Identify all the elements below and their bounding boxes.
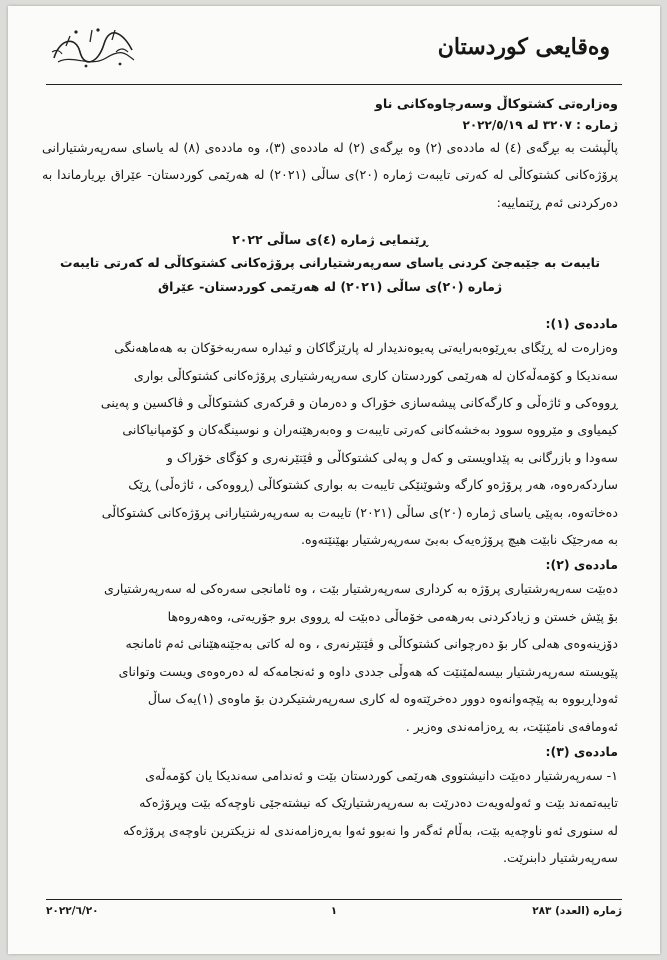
gazette-calligraphy-logo: [46, 24, 138, 76]
article-line: سەرپەرشتیار دابنرێت.: [502, 850, 618, 866]
article-line: بە مەرجێک نابێت هیچ پرۆژەیەک بەبێ سەرپەرشتیار بهێنێتەوە.: [300, 532, 618, 548]
document-body: [42, 92, 618, 872]
article-line: ئەومافەی نامێنێت، بە ڕەزامەندی وەزیر .: [405, 718, 618, 734]
masthead: [8, 6, 660, 92]
ministry-name: وەزارەتی کشتوکاڵ وسەرچاوەکانی ناو: [374, 97, 618, 112]
article-line: دەخاتەوە، بەپێی یاسای ژمارە (٢٠)ی ساڵی (٢٠٢١) تایبەت بە سەرپەرشتیارانی پرۆژەکانی کشتوکاڵی: [101, 504, 618, 520]
article-line: ١- سەرپەرشتیار دەبێت دانیشتووی هەرێمی کوردستان بێت و ئەندامی سەندیکا یان کۆمەڵەی: [145, 767, 618, 783]
preamble: پاڵپشت بە بڕگەی (٤) لە ماددەی (٢) وە بڕگەی (٢) لە ماددەی (٣)، وە ماددەی (٨) لە یاسای سەرپەرشتیارانی پرۆژەکانی کشتوکاڵی لە کەرتی تایبەت ژمارە (٢٠)ی ساڵی (٢٠٢١) لە هەرێمی کوردستان- عێراق بڕیارماندا بە دەرکردنی ئەم ڕێنماییە:: [42, 140, 619, 210]
article-line: بۆ پێش خستن و زیادکردنی بەرهەمی خۆماڵی دەبێت لە ڕووی برو جۆریەتی، وەهەروەها: [167, 608, 618, 624]
article-line: وەزارەت لە ڕێگای بەڕێوەبەرایەتی پەیوەندیدار لە پارێزگاکان و ئیدارە سەربەخۆکان بە هەماهەنگی: [114, 340, 618, 356]
article-body: [42, 575, 618, 739]
instruction-subject: تایبەت بە جێبەجێ کردنی یاسای سەرپەرشتیارانی پرۆژەکانی کشتوکاڵی لە کەرتی تایبەت: [59, 255, 601, 271]
article-heading: ماددەی (٣):: [545, 743, 618, 759]
article-line: ساردکەرەوە، هەر پرۆژەو کارگە وشوێنێکی تایبەت بە بواری کشتوکاڵی (ڕووەکی ، ئاژەڵی) ڕێک: [128, 477, 618, 493]
article-line: ڕووەکی و ئاژەڵی و کارگەکانی پیشەسازی خۆراک و دەرمان و قرکەری کشتوکاڵی و ڤاکسین و پەینی: [100, 395, 618, 411]
article-body: [42, 334, 618, 553]
article-line: دەبێت سەرپەرشتیاری پرۆژە بە کرداری سەرپەرشتیار بێت ، وە ئامانجی سەرەکی لە سەرپەرشتیاری: [103, 581, 618, 597]
decision-number: ژمارە : ٣٢٠٧ لە ٢٠٢٢/٥/١٩: [462, 118, 618, 132]
page-footer: [46, 905, 622, 925]
article-heading: ماددەی (٢):: [545, 557, 618, 573]
article-line: پێویستە سەرپەرشتیار بیسەلمێنێت کە هەوڵی جددی داوە و ئەنجامەکە لە دەرەوەی ویست وتوانای: [118, 663, 618, 679]
issue-number: ژمارە (العدد) ٢٨٣: [532, 905, 622, 917]
document-page: [8, 6, 660, 954]
instruction-title: ڕێنمایی ژمارە (٤)ی ساڵی ٢٠٢٢: [232, 232, 428, 248]
footer-divider: [46, 899, 622, 900]
article-line: دۆزینەوەی هەلی کار بۆ دەرچوانی کشتوکاڵی و ڤێتێرنەری ، وە لە کاتی بەجێنەهێنانی ئەم ئامانجە: [125, 636, 618, 652]
article-line: سەندیکا و کۆمەڵەکان لە هەرێمی کوردستان کاری سەرپەرشتیاری پرۆژەکانی کشتوکاڵی بواری: [133, 367, 618, 383]
article-line: کیمیاوی و مێرووە سوود بەخشەکانی کەرتی تایبەت و وەبەرهێنەران و نوسینگەکان و کۆمپانیاکانی: [122, 422, 618, 438]
article-line: تایبەتمەند بێت و ئەولەویەت دەدرێت بە سەرپەرشتیارێک کە نیشتەجێی ناوچەکە بێت وپرۆژەکە: [139, 795, 618, 811]
instruction-law-ref: ژمارە (٢٠)ی ساڵی (٢٠٢١) لە هەرێمی کوردستان- عێراق: [157, 279, 503, 295]
article-line: ئەوداڕبووە بە پێچەوانەوە دوور دەخرێتەوە لە کاری سەرپەرشتیکردن بۆ ماوەی (١)یەک ساڵ: [147, 691, 618, 707]
article-line: لە سنوری ئەو ناوچەیە بێت، بەڵام ئەگەر وا نەبوو ئەوا بەڕەزامەندی لە نزیکترین ناوچەی پرۆژەکە: [122, 822, 618, 838]
article-line: سەودا و بازرگانی بە پێداویستی و کەل و پەلی کشتوکاڵی و ڤێتێرنەری و کۆگای خۆراک و: [166, 449, 618, 465]
publication-date: ٢٠٢٢/٦/٢٠: [46, 905, 99, 917]
gazette-title: وه‌قایعی كوردستان: [437, 34, 610, 60]
article-heading: ماددەی (١):: [545, 316, 618, 332]
page-number: ١: [330, 905, 338, 917]
article-body: [42, 762, 618, 872]
header-divider: [46, 84, 622, 85]
